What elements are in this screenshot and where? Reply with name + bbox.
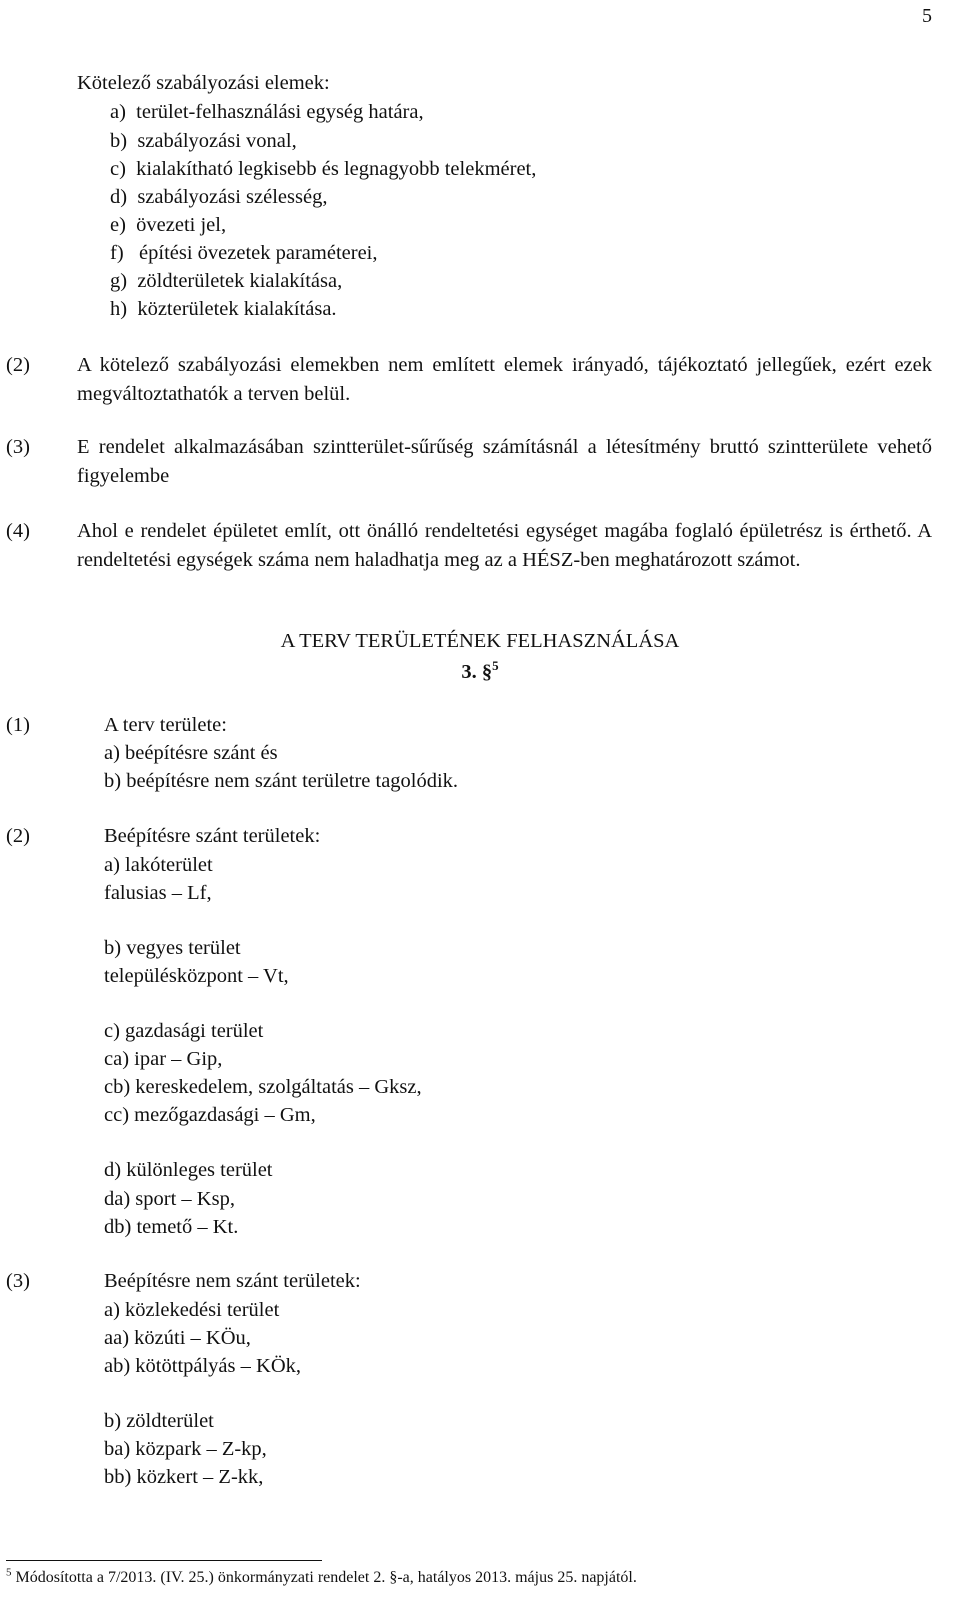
section-number: 3. §$^5$ bbox=[461, 658, 499, 683]
point-line: ca) ipar – Gip, bbox=[104, 1048, 223, 1070]
list-item: b) szabályozási vonal, bbox=[110, 130, 297, 152]
point-line: a) közlekedési terület bbox=[104, 1299, 280, 1321]
paragraph-text: E rendelet alkalmazásában szintterület-sűrűség számításnál a létesítmény bruttó szintterülete vehető figyelembe bbox=[77, 436, 932, 487]
point-line: A terv területe: bbox=[104, 714, 227, 736]
point-number: (1) bbox=[6, 714, 30, 736]
paragraph-number: (3) bbox=[6, 436, 30, 458]
paragraph-text: A kötelező szabályozási elemekben nem említett elemek irányadó, tájékoztató jellegűek, ezért ezek megváltoztathatók a terven belül. bbox=[77, 354, 932, 405]
point-line: falusias – Lf, bbox=[104, 882, 212, 904]
point-line: ba) közpark – Z-kp, bbox=[104, 1438, 267, 1460]
point-line: a) lakóterület bbox=[104, 854, 213, 876]
footnote-ref: 5 bbox=[492, 658, 499, 674]
point-line: Beépítésre nem szánt területek: bbox=[104, 1270, 361, 1292]
list-item: e) övezeti jel, bbox=[110, 214, 227, 236]
paragraph-number: (2) bbox=[6, 354, 30, 376]
list-item: c) kialakítható legkisebb és legnagyobb telekméret, bbox=[110, 158, 537, 180]
list-item: g) zöldterületek kialakítása, bbox=[110, 270, 343, 292]
point-number: (2) bbox=[6, 825, 30, 847]
paragraph-number: (4) bbox=[6, 520, 30, 542]
page-number: 5 bbox=[922, 5, 932, 27]
point-line: cb) kereskedelem, szolgáltatás – Gksz, bbox=[104, 1076, 422, 1098]
point-line: b) beépítésre nem szánt területre tagolódik. bbox=[104, 770, 459, 792]
point-line: b) zöldterület bbox=[104, 1410, 214, 1432]
footnote-text: Módosította a 7/2013. (IV. 25.) önkormányzati rendelet 2. §-a, hatályos 2013. május 25. napjától. bbox=[11, 1569, 637, 1586]
footnote-number: 5 bbox=[6, 1566, 12, 1579]
mandatory-elements-heading: Kötelező szabályozási elemek: bbox=[77, 72, 330, 94]
point-line: településközpont – Vt, bbox=[104, 965, 289, 987]
list-item: a) terület-felhasználási egység határa, bbox=[110, 101, 424, 123]
list-item: f) építési övezetek paraméterei, bbox=[110, 242, 378, 264]
point-line: cc) mezőgazdasági – Gm, bbox=[104, 1104, 316, 1126]
footnote bbox=[6, 1567, 637, 1589]
paragraph-text: Ahol e rendelet épületet említ, ott önálló rendeltetési egységet magába foglaló épületrész is érthető. A rendeltetési egységek száma nem haladhatja meg az a HÉSZ-ben meghatározott számot. bbox=[77, 520, 932, 571]
point-line: d) különleges terület bbox=[104, 1159, 273, 1181]
point-line: ab) kötöttpályás – KÖk, bbox=[104, 1355, 301, 1377]
point-line: a) beépítésre szánt és bbox=[104, 742, 278, 764]
list-item: h) közterületek kialakítása. bbox=[110, 298, 337, 320]
point-line: aa) közúti – KÖu, bbox=[104, 1327, 251, 1349]
footnote-separator bbox=[6, 1560, 322, 1561]
point-line: bb) közkert – Z-kk, bbox=[104, 1466, 264, 1488]
point-line: b) vegyes terület bbox=[104, 937, 241, 959]
point-line: da) sport – Ksp, bbox=[104, 1188, 235, 1210]
section-title: A TERV TERÜLETÉNEK FELHASZNÁLÁSA bbox=[280, 630, 680, 652]
point-line: Beépítésre szánt területek: bbox=[104, 825, 321, 847]
list-item: d) szabályozási szélesség, bbox=[110, 186, 328, 208]
point-number: (3) bbox=[6, 1270, 30, 1292]
point-line: c) gazdasági terület bbox=[104, 1020, 264, 1042]
point-line: db) temető – Kt. bbox=[104, 1216, 239, 1238]
